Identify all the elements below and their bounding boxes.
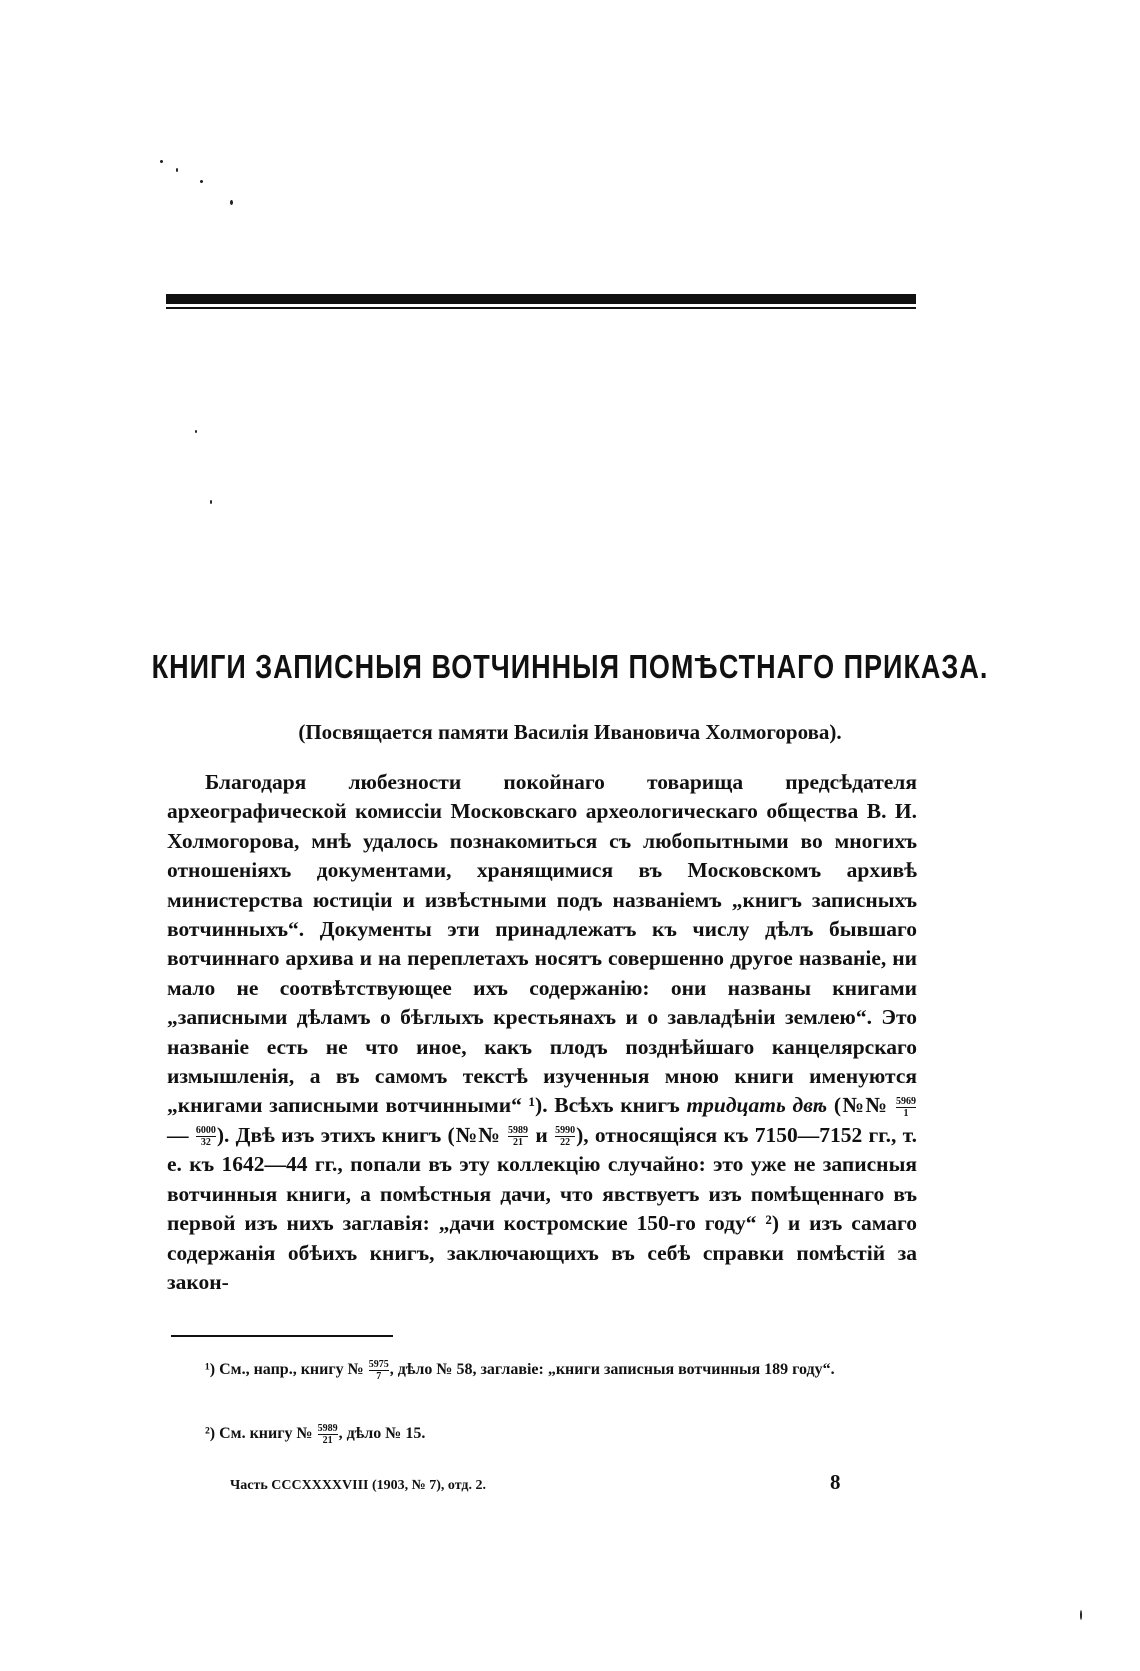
fraction-denominator: 1 bbox=[903, 1108, 909, 1120]
scan-speck bbox=[160, 160, 163, 163]
archive-number-fraction bbox=[196, 1125, 216, 1148]
fraction-numerator: 5975 bbox=[368, 1358, 389, 1370]
footnote-2 bbox=[205, 1418, 905, 1449]
journal-signature: Часть CCCXXXXVIII (1903, № 7), отд. 2. bbox=[230, 1478, 486, 1493]
fraction-numerator: 5989 bbox=[508, 1125, 529, 1137]
body-text-part2: (№№ bbox=[827, 1093, 895, 1118]
footnote-fraction bbox=[369, 1359, 389, 1382]
footnote-1-text-a: ¹) См., напр., книгу № bbox=[205, 1361, 368, 1378]
scan-speck bbox=[176, 168, 178, 172]
body-paragraph bbox=[167, 768, 917, 1297]
fraction-denominator: 22 bbox=[560, 1137, 571, 1149]
fraction-denominator: 7 bbox=[376, 1370, 382, 1382]
and-text: и bbox=[529, 1122, 555, 1147]
archive-number-fraction bbox=[896, 1096, 916, 1119]
fraction-numerator: 6000 bbox=[195, 1125, 216, 1137]
fraction-denominator: 21 bbox=[322, 1434, 333, 1446]
body-text-part1: Благодаря любезности покойнаго товарища предсѣдателя археографической комиссіи Московскаго археологическаго общества В. И. Холмогорова, мнѣ удалось познакомиться съ любопытными во многихъ отношеніяхъ документами, хранящимися въ Московскомъ архивѣ министерства юстиціи и извѣстными подъ названіемъ „книгъ записныхъ вотчинныхъ“. Документы эти принадлежатъ къ числу дѣлъ бывшаго вотчиннаго архива и на переплетахъ носятъ совершенно другое названіе, ни мало не соотвѣтствующее ихъ содержанію: они названы книгами „записными дѣламъ о бѣглыхъ крестьянахъ и о завладѣніи землею“. Это названіе есть не что иное, какъ плодъ позднѣйшаго канцелярскаго измышленія, а въ самомъ текстѣ изученныя мною книги именуются „книгами записными вотчинными“ ¹). Всѣхъ книгъ bbox=[167, 770, 917, 1118]
fraction-numerator: 5969 bbox=[896, 1096, 916, 1108]
archive-number-fraction bbox=[555, 1125, 575, 1148]
body-text-part4: ), относящіяся къ 7150—7152 гг., т. е. къ 1642—44 гг., попали въ эту коллекцію случайно: это уже не записныя вотчинныя книги, а помѣстныя дачи, что явствуетъ изъ помѣщеннаго въ первой изъ нихъ заглавія: „дачи костромские 150-го году“ ²) и изъ самаго содержанія обѣихъ книгъ, заключающихъ въ себѣ справки помѣстій за закон- bbox=[167, 1122, 918, 1294]
footnote-separator bbox=[171, 1335, 393, 1337]
dash-text: — bbox=[167, 1122, 195, 1147]
page-number: 8 bbox=[830, 1470, 841, 1494]
body-text-part3: ). Двѣ изъ этихъ книгъ (№№ bbox=[216, 1122, 508, 1147]
scan-speck bbox=[200, 180, 203, 183]
fraction-numerator: 5990 bbox=[555, 1125, 576, 1137]
archive-number-fraction bbox=[508, 1125, 528, 1148]
footnote-fraction bbox=[318, 1423, 338, 1446]
header-rule-thin bbox=[166, 307, 916, 309]
scan-speck bbox=[1080, 1610, 1082, 1620]
footnote-1 bbox=[167, 1354, 917, 1385]
fraction-denominator: 21 bbox=[513, 1137, 524, 1149]
scan-speck bbox=[210, 500, 212, 504]
header-rule-thick bbox=[166, 294, 916, 304]
article-title: КНИГИ ЗАПИСНЫЯ ВОТЧИННЫЯ ПОМѢСТНАГО ПРИКАЗА. bbox=[151, 648, 989, 686]
article-dedication: (Посвящается памяти Василія Ивановича Холмогорова). bbox=[298, 720, 842, 744]
scan-speck bbox=[230, 200, 233, 205]
footnote-1-text-b: , дѣло № 58, заглавіе: „книги записныя вотчинныя 189 году“. bbox=[389, 1361, 835, 1378]
footnote-2-text-b: , дѣло № 15. bbox=[338, 1425, 426, 1442]
scan-speck bbox=[195, 430, 197, 433]
footnote-2-text-a: ²) См. книгу № bbox=[205, 1425, 317, 1442]
fraction-numerator: 5989 bbox=[317, 1422, 338, 1434]
fraction-denominator: 32 bbox=[200, 1137, 211, 1149]
body-text-italic: тридцать двѣ bbox=[686, 1093, 828, 1118]
